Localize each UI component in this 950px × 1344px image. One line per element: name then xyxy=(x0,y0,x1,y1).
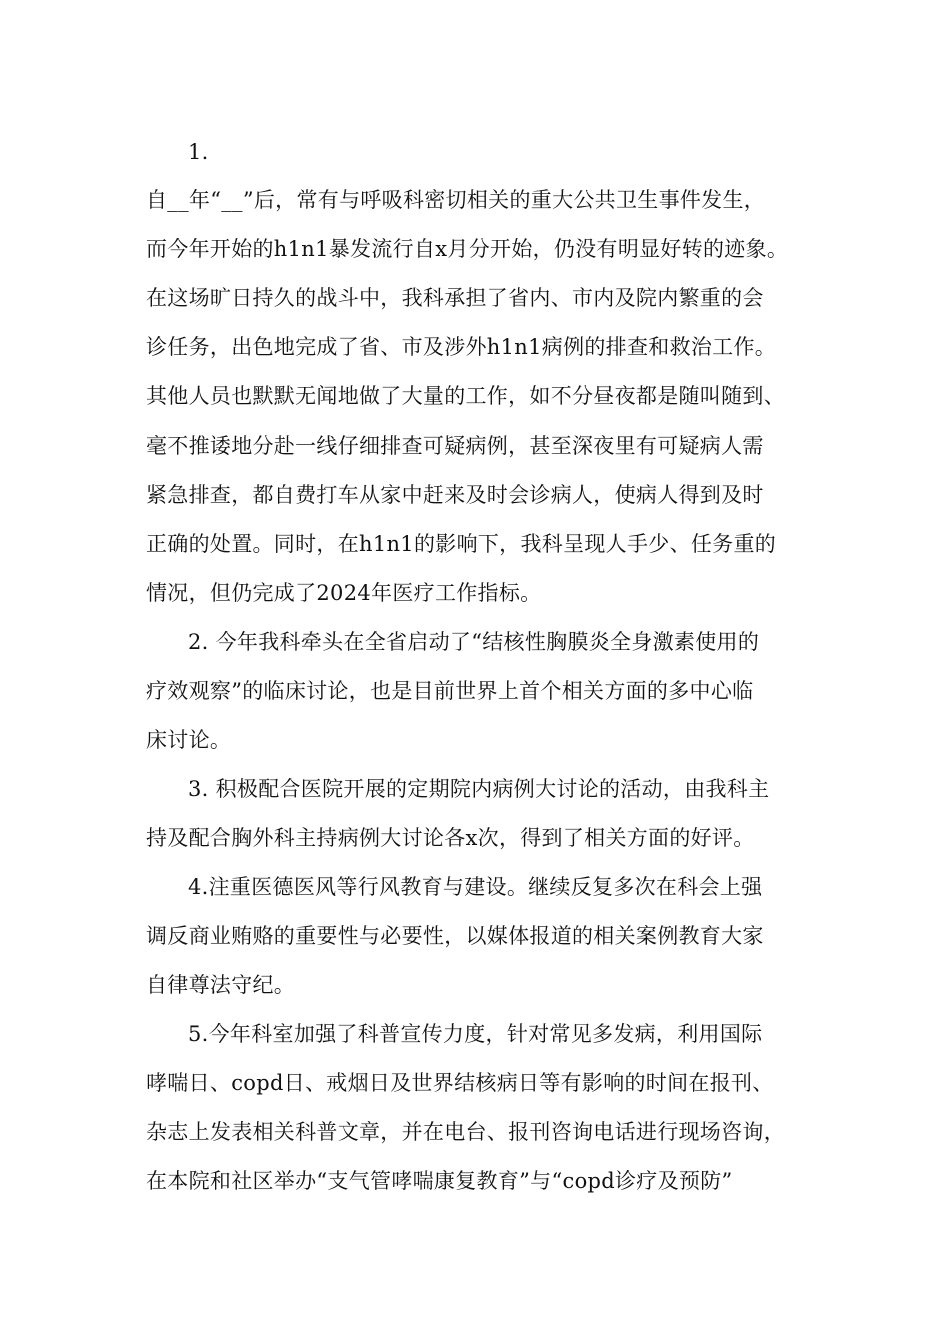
paragraph-line: 毫不推诿地分赴一线仔细排查可疑病例，甚至深夜里有可疑病人需 xyxy=(146,434,764,458)
paragraph-line: 床讨论。 xyxy=(146,728,232,752)
paragraph-line: 自律尊法守纪。 xyxy=(146,973,296,997)
paragraph-line: 其他人员也默默无闻地做了大量的工作，如不分昼夜都是随叫随到、 xyxy=(146,384,785,408)
paragraph-line: 持及配合胸外科主持病例大讨论各x次，得到了相关方面的好评。 xyxy=(146,826,755,850)
paragraph-line: 哮喘日、copd日、戒烟日及世界结核病日等有影响的时间在报刊、 xyxy=(146,1071,774,1095)
paragraph-line: 而今年开始的h1n1暴发流行自x月分开始，仍没有明显好转的迹象。 xyxy=(146,237,789,261)
paragraph-line: 疗效观察”的临床讨论，也是目前世界上首个相关方面的多中心临 xyxy=(146,679,754,703)
paragraph-line: 在这场旷日持久的战斗中，我科承担了省内、市内及院内繁重的会 xyxy=(146,286,764,310)
paragraph-line: 正确的处置。同时，在h1n1的影响下，我科呈现人手少、任务重的 xyxy=(146,532,777,556)
paragraph-line: 杂志上发表相关科普文章，并在电台、报刊咨询电话进行现场咨询， xyxy=(146,1120,785,1144)
paragraph-line: 5.今年科室加强了科普宣传力度，针对常见多发病，利用国际 xyxy=(188,1022,763,1046)
paragraph-line: 自__年“__”后，常有与呼吸科密切相关的重大公共卫生事件发生， xyxy=(146,188,766,212)
paragraph-line: 在本院和社区举办“支气管哮喘康复教育”与“copd诊疗及预防” xyxy=(146,1169,733,1193)
paragraph-line: 2. 今年我科牵头在全省启动了“结核性胸膜炎全身激素使用的 xyxy=(188,630,760,654)
paragraph-line: 3. 积极配合医院开展的定期院内病例大讨论的活动，由我科主 xyxy=(188,777,770,801)
paragraph-line: 诊任务，出色地完成了省、市及涉外h1n1病例的排查和救治工作。 xyxy=(146,335,777,359)
paragraph-line: 紧急排查，都自费打车从家中赶来及时会诊病人，使病人得到及时 xyxy=(146,483,764,507)
paragraph-line: 情况，但仍完成了2024年医疗工作指标。 xyxy=(146,581,542,605)
item-number-1: 1. xyxy=(188,140,209,164)
paragraph-line: 调反商业贿赂的重要性与必要性，以媒体报道的相关案例教育大家 xyxy=(146,924,764,948)
paragraph-line: 4.注重医德医风等行风教育与建设。继续反复多次在科会上强 xyxy=(188,875,763,899)
